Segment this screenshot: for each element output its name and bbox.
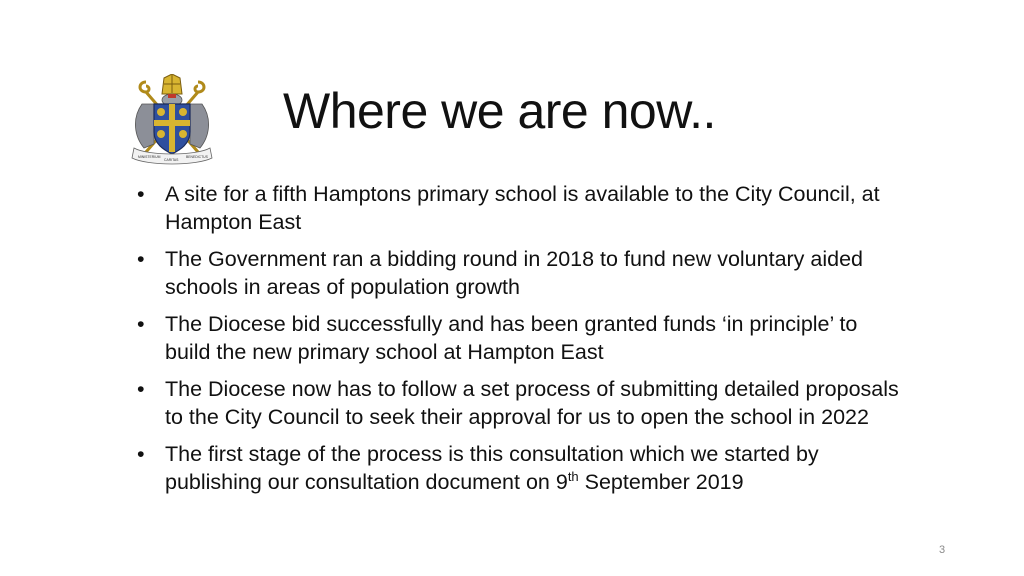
bullet-icon: • xyxy=(137,442,145,466)
bullet-icon: • xyxy=(137,247,145,271)
bullet-text: The Diocese bid successfully and has been granted funds ‘in principle’ to build the new primary school at Hampton East xyxy=(165,312,858,364)
list-item xyxy=(133,376,903,431)
ordinal-suffix: th xyxy=(567,468,579,484)
bullet-text: The Diocese now has to follow a set process of submitting detailed proposals to the City Council to seek their approval for us to open the school in 2022 xyxy=(165,377,899,429)
crest-motto-left: MINISTERIUM xyxy=(138,155,161,159)
bullet-icon: • xyxy=(137,182,145,206)
list-item xyxy=(133,441,903,496)
bullet-text xyxy=(165,442,819,494)
crest-motto-center: CARITAS xyxy=(164,158,179,162)
diocese-coat-of-arms-icon xyxy=(128,74,216,166)
list-item xyxy=(133,181,903,236)
list-item xyxy=(133,246,903,301)
crest-motto-right: BENEDICTUS xyxy=(186,155,208,159)
bullet-text-before: The first stage of the process is this consultation which we started by publishing our consultation document on 9 xyxy=(165,442,819,494)
bullet-text: A site for a fifth Hamptons primary school is available to the City Council, at Hampton East xyxy=(165,182,880,234)
bullet-text: The Government ran a bidding round in 2018 to fund new voluntary aided schools in areas of population growth xyxy=(165,247,864,299)
bullet-icon: • xyxy=(137,312,145,336)
bullet-icon: • xyxy=(137,377,145,401)
list-item xyxy=(133,311,903,366)
bullet-text-after: September 2019 xyxy=(578,469,744,494)
bullet-list xyxy=(133,181,903,506)
slide-title: Where we are now.. xyxy=(283,83,716,139)
page-number: 3 xyxy=(939,544,946,556)
